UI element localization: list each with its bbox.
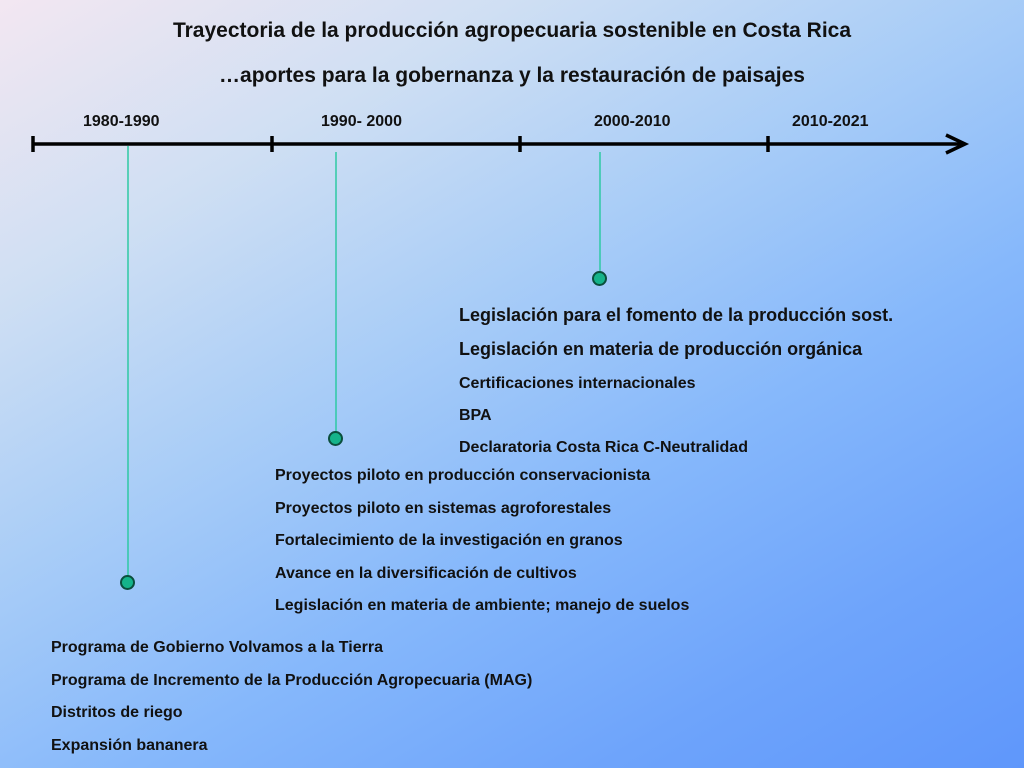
event-list-1990-2000 — [275, 462, 689, 625]
marker-1980-1990 — [120, 575, 135, 590]
event-item: Proyectos piloto en sistemas agroforestales — [275, 499, 612, 517]
event-list-2000-2010 — [459, 302, 893, 466]
event-item: Distritos de riego — [51, 704, 183, 722]
event-item: Legislación en materia de producción orgánica — [459, 339, 863, 359]
event-item: Proyectos piloto en producción conservacionista — [275, 467, 651, 484]
event-item: Programa de Gobierno Volvamos a la Tierra — [51, 639, 383, 656]
period-label-2000-2010: 2000-2010 — [594, 113, 671, 130]
event-item: Expansión bananera — [51, 736, 208, 754]
period-label-2010-2021: 2010-2021 — [792, 113, 869, 130]
diagram-subtitle: …aportes para la gobernanza y la restauración de paisajes — [219, 64, 805, 87]
marker-1990-2000 — [328, 431, 343, 446]
event-item: Legislación en materia de ambiente; manejo de suelos — [275, 597, 690, 615]
event-list-1980-1990 — [51, 634, 532, 764]
event-item: Fortalecimiento de la investigación en granos — [275, 532, 623, 550]
event-item: Programa de Incremento de la Producción Agropecuaria (MAG) — [51, 671, 533, 689]
period-label-1980-1990: 1980-1990 — [83, 113, 160, 130]
event-item: Legislación para el fomento de la producción sost. — [459, 305, 894, 325]
diagram-title: Trayectoria de la producción agropecuaria sostenible en Costa Rica — [172, 19, 852, 42]
marker-2000-2010 — [592, 271, 607, 286]
event-item: BPA — [459, 407, 492, 424]
event-item: Declaratoria Costa Rica C-Neutralidad — [459, 439, 748, 456]
event-item: Certificaciones internacionales — [459, 375, 696, 392]
period-label-1990-2000: 1990- 2000 — [321, 113, 402, 130]
event-item: Avance en la diversificación de cultivos — [275, 564, 577, 582]
